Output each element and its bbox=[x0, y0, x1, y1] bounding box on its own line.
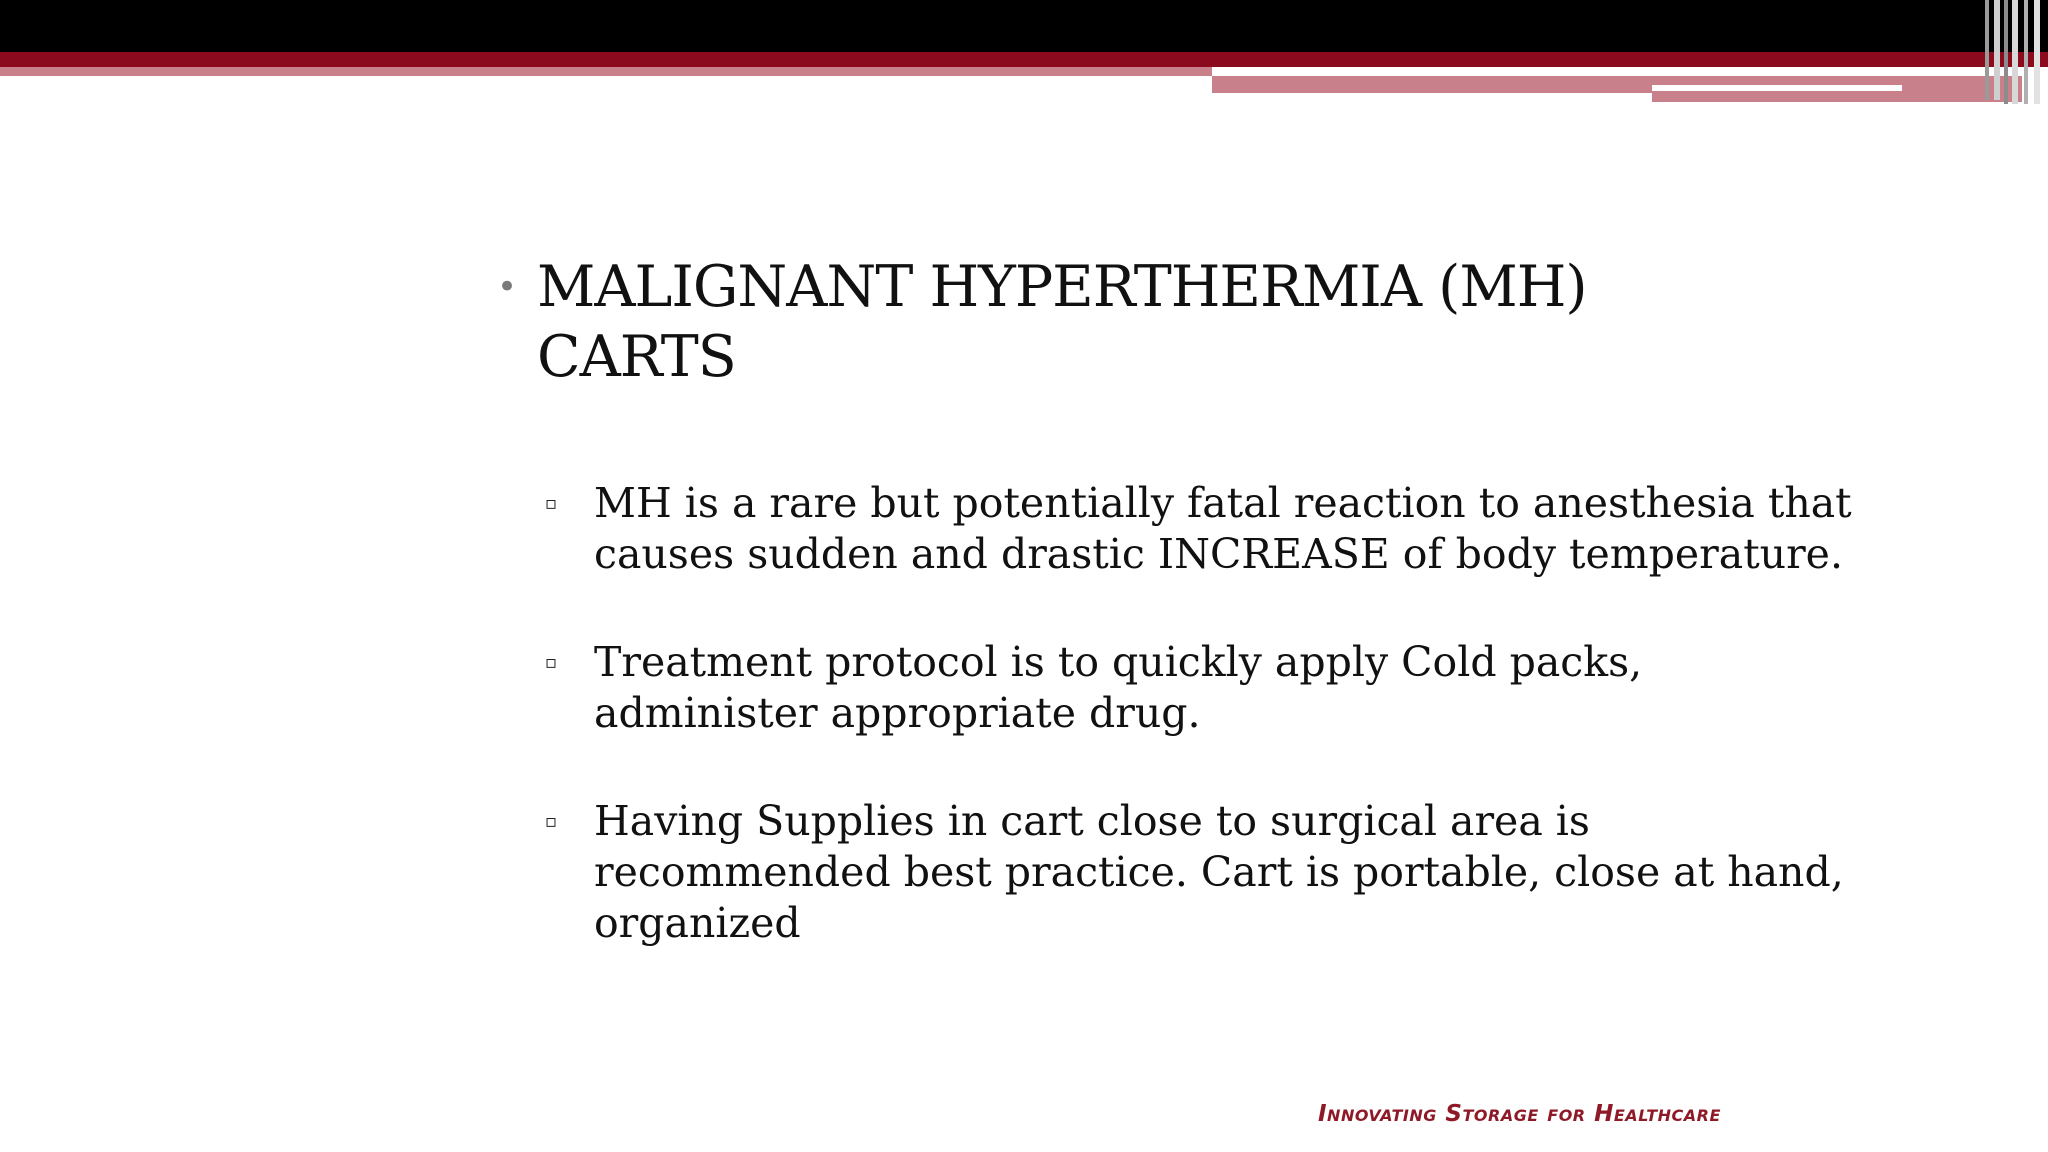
slide-title: MALIGNANT HYPERTHERMIA (MH) CARTS bbox=[537, 254, 1587, 390]
title-bullet-icon: • bbox=[497, 267, 518, 307]
header-grey-bar-3 bbox=[2004, 0, 2008, 104]
bullet-text: MH is a rare but potentially fatal reaction to anesthesia that causes sudden and drastic INCREASE of body temperature. bbox=[594, 479, 1852, 578]
square-bullet-icon: ▫ bbox=[545, 652, 558, 673]
header-pink-strip-low bbox=[1212, 85, 1652, 93]
header-grey-bar-2 bbox=[1994, 0, 2000, 100]
header-grey-bar-5 bbox=[2024, 0, 2028, 104]
bullet-item bbox=[545, 637, 1865, 739]
bullet-text: Having Supplies in cart close to surgical area is recommended best practice. Cart is portable, close at hand, organized bbox=[594, 797, 1844, 947]
header-grey-bar-6 bbox=[2034, 0, 2040, 104]
header-pink-strip-mid bbox=[1212, 76, 1902, 85]
header-pink-strip-right bbox=[1652, 91, 2022, 102]
bullet-item bbox=[545, 796, 1865, 949]
footer-brand-tagline: Innovating Storage for Healthcare bbox=[1318, 1101, 1721, 1127]
header-stripes bbox=[0, 0, 2048, 110]
bullet-list bbox=[545, 478, 1865, 1006]
bullet-item bbox=[545, 478, 1865, 580]
header-grey-bar-1 bbox=[1985, 0, 1989, 100]
header-black-band bbox=[0, 0, 2048, 52]
slide-title-block bbox=[497, 252, 1697, 392]
square-bullet-icon: ▫ bbox=[545, 493, 558, 514]
header-red-band bbox=[0, 52, 2048, 67]
square-bullet-icon: ▫ bbox=[545, 811, 558, 832]
slide-header-banner bbox=[0, 0, 2048, 110]
header-grey-bar-4 bbox=[2012, 0, 2018, 104]
header-pink-strip-left bbox=[0, 67, 1212, 76]
bullet-text: Treatment protocol is to quickly apply Cold packs, administer appropriate drug. bbox=[594, 638, 1643, 737]
